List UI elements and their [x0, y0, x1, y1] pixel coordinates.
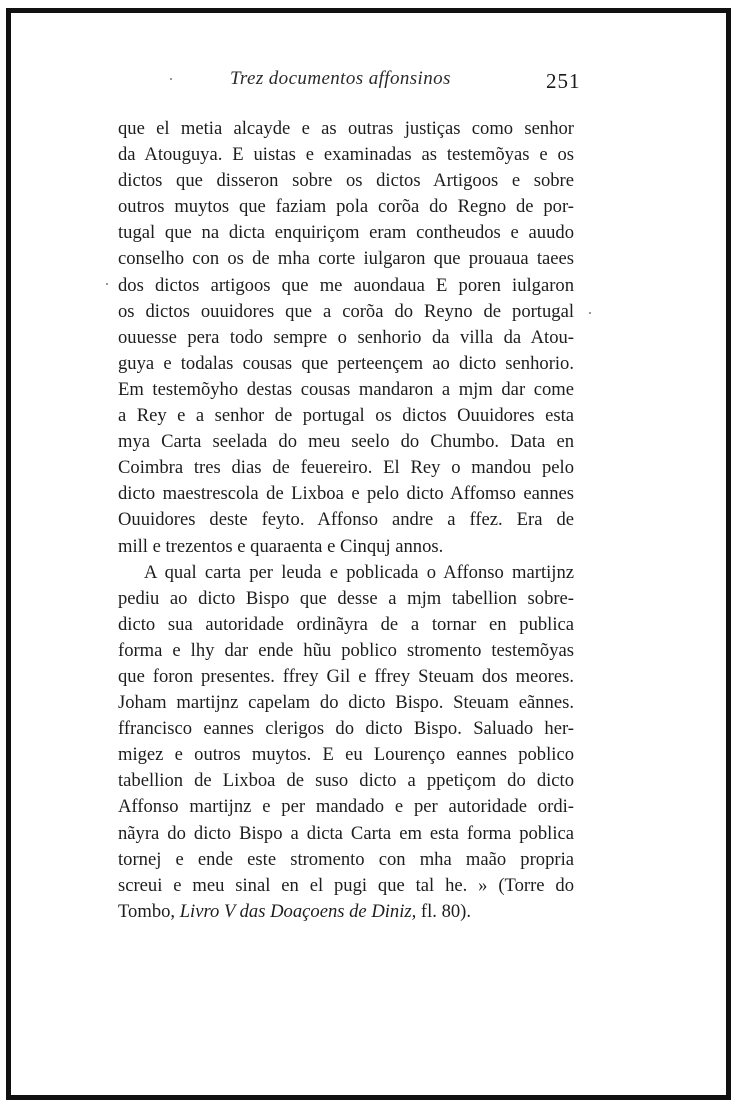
text-line: migez e outros muytos. E eu Lourenço eannes poblico [118, 744, 574, 766]
paper-speck [106, 283, 108, 285]
citation-source-title: Livro V das Doaçoens de Diniz, [179, 900, 417, 922]
text-line: dicto sua autoridade ordinãyra de a tornar en publica [118, 613, 574, 635]
text-line: tornej e ende este stromento con mha maão propria [118, 848, 574, 870]
text-line: da Atouguya. E uistas e examinadas as testemõyas e os [118, 144, 574, 166]
text-line: que foron presentes. ffrey Gil e ffrey Steuam dos meores. [118, 665, 574, 687]
text-line: mya Carta seelada do meu seelo do Chumbo. Data en [118, 431, 574, 453]
text-line: ffrancisco eannes clerigos do dicto Bispo. Saluado her- [118, 718, 574, 740]
text-line: dictos que disseron sobre os dictos Artigoos e sobre [118, 170, 574, 192]
text-line: Coimbra tres dias de feuereiro. El Rey o mandou pelo [118, 457, 574, 479]
page-header [0, 68, 737, 98]
text-line: guya e todalas cousas que perteençem ao dicto senhorio. [118, 352, 574, 374]
body-text [118, 116, 574, 925]
page-number: 251 [546, 69, 581, 93]
text-line: screui e meu sinal en el pugi que tal he. » (Torre do [118, 874, 574, 896]
citation-line [118, 899, 574, 925]
text-line: que el metia alcayde e as outras justiças como senhor [118, 118, 574, 139]
text-line: conselho con os de mha corte iulgaron que prouaua taees [118, 248, 574, 270]
text-line: outros muytos que faziam pola corõa do Regno de por- [118, 196, 574, 218]
paragraph-first-line: A qual carta per leuda e poblicada o Affonso martijnz [144, 561, 574, 583]
text-line: nãyra do dicto Bispo a dicta Carta em esta forma poblica [118, 822, 574, 844]
running-title: Trez documentos affonsinos [230, 68, 451, 89]
text-line: Joham martijnz capelam do dicto Bispo. Steuam eãnnes. [118, 692, 574, 714]
text-line: Ouuidores deste feyto. Affonso andre a ffez. Era de [118, 509, 574, 531]
paragraph-end-line: mill e trezentos e quaraenta e Cinquj annos. [118, 535, 444, 557]
text-line: tugal que na dicta enquiriçom eram contheudos e auudo [118, 222, 574, 244]
text-line: forma e lhy dar ende hũu poblico stromento testemõyas [118, 639, 574, 661]
text-line: dicto maestrescola de Lixboa e pelo dicto Affomso eannes [118, 483, 574, 505]
citation-prefix: Tombo, [118, 900, 180, 922]
citation-suffix: fl. 80). [416, 900, 472, 922]
text-line: tabellion de Lixboa de suso dicto a ppetiçom do dicto [118, 770, 574, 792]
text-line: Em testemõyho destas cousas mandaron a mjm dar come [118, 378, 574, 400]
text-line: dos dictos artigoos que me auondaua E poren iulgaron [118, 274, 574, 296]
text-line: Affonso martijnz e per mandado e per autoridade ordi- [118, 796, 574, 818]
text-line: os dictos ouuidores que a corõa do Reyno de portugal [118, 300, 574, 322]
paper-speck [589, 312, 591, 314]
text-line: ouuesse pera todo sempre o senhorio da villa da Atou- [118, 326, 574, 348]
text-line: pediu ao dicto Bispo que desse a mjm tabellion sobre- [118, 587, 574, 609]
text-line: a Rey e a senhor de portugal os dictos Ouuidores esta [118, 405, 574, 427]
